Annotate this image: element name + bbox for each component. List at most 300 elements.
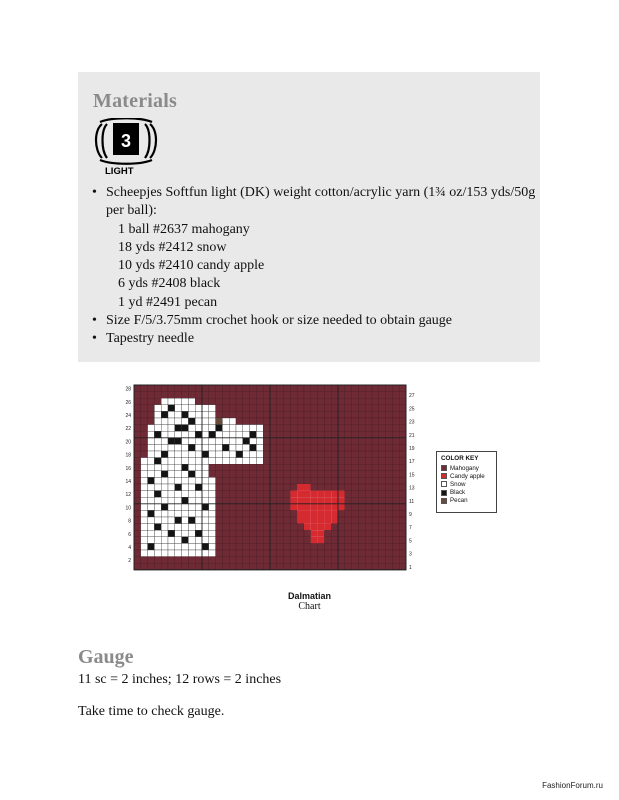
chart-cell (399, 477, 406, 484)
chart-cell (216, 418, 223, 425)
chart-cell (154, 471, 161, 478)
chart-cell (290, 504, 297, 511)
chart-cell (358, 504, 365, 511)
chart-cell (243, 530, 250, 537)
chart-cell (284, 418, 291, 425)
chart-cell (372, 425, 379, 432)
chart-cell (270, 563, 277, 570)
chart-cell (345, 398, 352, 405)
chart-cell (338, 451, 345, 458)
chart-cell (188, 543, 195, 550)
chart-cell (392, 550, 399, 557)
chart-cell (358, 464, 365, 471)
chart-cell (188, 431, 195, 438)
chart-cell (154, 537, 161, 544)
chart-cell (324, 451, 331, 458)
chart-cell (365, 458, 372, 465)
chart-cell (222, 484, 229, 491)
chart-cell (222, 425, 229, 432)
chart-cell (202, 557, 209, 564)
chart-cell (399, 497, 406, 504)
chart-cell (345, 458, 352, 465)
chart-cell (154, 444, 161, 451)
chart-cell (134, 477, 141, 484)
chart-cell (229, 418, 236, 425)
chart-cell (324, 425, 331, 432)
chart-cell (338, 458, 345, 465)
chart-cell (338, 557, 345, 564)
chart-cell (182, 517, 189, 524)
chart-cell (324, 392, 331, 399)
chart-cell (297, 484, 304, 491)
chart-cell (195, 398, 202, 405)
chart-cell (209, 431, 216, 438)
chart-cell (304, 557, 311, 564)
chart-cell (175, 517, 182, 524)
chart-cell (250, 543, 257, 550)
chart-row-label-left: 10 (125, 505, 131, 512)
chart-cell (168, 411, 175, 418)
chart-cell (379, 411, 386, 418)
chart-cell (345, 444, 352, 451)
chart-cell (338, 504, 345, 511)
chart-cell (297, 392, 304, 399)
chart-cell (352, 504, 359, 511)
chart-cell (338, 550, 345, 557)
chart-cell (134, 425, 141, 432)
chart-cell (202, 444, 209, 451)
chart-cell (216, 438, 223, 445)
chart-cell (216, 385, 223, 392)
chart-cell (202, 517, 209, 524)
chart-cell (358, 524, 365, 531)
chart-cell (352, 464, 359, 471)
chart-cell (358, 392, 365, 399)
chart-cell (365, 537, 372, 544)
chart-cell (311, 418, 318, 425)
chart-cell (277, 385, 284, 392)
chart-row-label-left: 6 (128, 531, 131, 538)
chart-cell (399, 444, 406, 451)
chart-cell (175, 438, 182, 445)
chart-cell (290, 458, 297, 465)
chart-cell (345, 497, 352, 504)
chart-cell (161, 444, 168, 451)
chart-cell (399, 438, 406, 445)
chart-cell (250, 504, 257, 511)
chart-cell (352, 517, 359, 524)
chart-cell (243, 458, 250, 465)
chart-row-label-left: 18 (125, 452, 131, 459)
chart-cell (372, 444, 379, 451)
chart-cell (304, 471, 311, 478)
chart-cell (195, 530, 202, 537)
chart-cell (148, 491, 155, 498)
chart-cell (168, 537, 175, 544)
chart-cell (154, 524, 161, 531)
chart-cell (195, 484, 202, 491)
chart-cell (379, 557, 386, 564)
chart-cell (154, 563, 161, 570)
chart-cell (263, 438, 270, 445)
chart-cell (290, 517, 297, 524)
color-key-label: Pecan (450, 497, 468, 505)
chart-cell (338, 418, 345, 425)
chart-cell (202, 477, 209, 484)
chart-cell (148, 543, 155, 550)
chart-cell (284, 484, 291, 491)
chart-cell (297, 517, 304, 524)
chart-cell (263, 431, 270, 438)
chart-cell (229, 510, 236, 517)
chart-cell (141, 411, 148, 418)
chart-cell (202, 458, 209, 465)
chart-cell (250, 510, 257, 517)
chart-cell (250, 411, 257, 418)
chart-cell (182, 557, 189, 564)
chart-cell (195, 491, 202, 498)
chart-cell (324, 438, 331, 445)
chart-cell (236, 418, 243, 425)
chart-cell (379, 477, 386, 484)
chart-cell (141, 385, 148, 392)
chart-cell (311, 530, 318, 537)
chart-cell (222, 510, 229, 517)
chart-cell (379, 484, 386, 491)
chart-cell (175, 418, 182, 425)
chart-cell (386, 458, 393, 465)
chart-cell (182, 411, 189, 418)
chart-cell (175, 491, 182, 498)
chart-cell (311, 543, 318, 550)
chart-cell (365, 550, 372, 557)
chart-cell (297, 543, 304, 550)
chart-cell (277, 425, 284, 432)
chart-cell (270, 458, 277, 465)
chart-cell (154, 491, 161, 498)
chart-cell (250, 451, 257, 458)
chart-cell (182, 451, 189, 458)
chart-cell (290, 418, 297, 425)
chart-cell (365, 504, 372, 511)
chart-cell (352, 431, 359, 438)
chart-cell (284, 458, 291, 465)
chart-cell (182, 550, 189, 557)
chart-cell (304, 524, 311, 531)
chart-cell (277, 444, 284, 451)
chart-cell (270, 471, 277, 478)
chart-cell (345, 418, 352, 425)
chart-cell (134, 484, 141, 491)
chart-cell (352, 543, 359, 550)
chart-cell (263, 464, 270, 471)
chart-cell (195, 524, 202, 531)
chart-cell (134, 392, 141, 399)
chart-cell (304, 517, 311, 524)
chart-cell (175, 484, 182, 491)
chart-cell (134, 543, 141, 550)
chart-cell (352, 537, 359, 544)
chart-cell (202, 543, 209, 550)
chart-cell (168, 504, 175, 511)
chart-cell (175, 524, 182, 531)
chart-cell (352, 497, 359, 504)
chart-row-label-right: 27 (409, 393, 415, 400)
chart-cell (175, 510, 182, 517)
chart-cell (243, 438, 250, 445)
chart-cell (250, 497, 257, 504)
chart-cell (250, 418, 257, 425)
materials-title: Materials (93, 90, 177, 112)
chart-row-label-left: 2 (128, 558, 131, 565)
chart-cell (297, 550, 304, 557)
chart-cell (256, 392, 263, 399)
chart-cell (195, 418, 202, 425)
chart-cell (358, 398, 365, 405)
chart-cell (202, 398, 209, 405)
chart-cell (284, 477, 291, 484)
chart-cell (284, 524, 291, 531)
chart-cell (195, 385, 202, 392)
chart-cell (256, 444, 263, 451)
chart-cell (229, 464, 236, 471)
chart-cell (386, 431, 393, 438)
chart-cell (358, 385, 365, 392)
chart-cell (256, 471, 263, 478)
chart-cell (161, 537, 168, 544)
chart-cell (338, 438, 345, 445)
chart-cell (311, 550, 318, 557)
chart-cell (392, 557, 399, 564)
chart-cell (284, 411, 291, 418)
chart-cell (216, 398, 223, 405)
chart-cell (290, 425, 297, 432)
chart-cell (134, 491, 141, 498)
chart-cell (311, 504, 318, 511)
chart-row-label-left: 26 (125, 399, 131, 406)
color-key-label: Mahogany (450, 464, 479, 472)
chart-cell (229, 497, 236, 504)
chart-cell (243, 392, 250, 399)
chart-cell (338, 411, 345, 418)
chart-cell (229, 491, 236, 498)
yarn-weight-number: 3 (120, 131, 132, 151)
chart-cell (311, 557, 318, 564)
chart-cell (386, 451, 393, 458)
gauge-title: Gauge (78, 646, 134, 668)
chart-cell (188, 517, 195, 524)
chart-cell (358, 418, 365, 425)
chart-cell (182, 497, 189, 504)
chart-cell (250, 405, 257, 412)
chart-cell (229, 444, 236, 451)
chart-cell (277, 392, 284, 399)
color-key-entry (437, 480, 496, 488)
chart-cell (161, 451, 168, 458)
gauge-text: 11 sc = 2 inches; 12 rows = 2 inches (78, 672, 282, 687)
chart-cell (222, 411, 229, 418)
chart-cell (290, 471, 297, 478)
chart-cell (168, 392, 175, 399)
chart-cell (229, 411, 236, 418)
chart-cell (222, 537, 229, 544)
chart-cell (161, 477, 168, 484)
chart-cell (345, 392, 352, 399)
chart-cell (331, 458, 338, 465)
chart-cell (243, 543, 250, 550)
chart-cell (256, 517, 263, 524)
chart-cell (365, 398, 372, 405)
chart-cell (141, 398, 148, 405)
chart-cell (379, 537, 386, 544)
chart-cell (229, 458, 236, 465)
chart-cell (277, 517, 284, 524)
chart-cell (365, 438, 372, 445)
chart-cell (311, 491, 318, 498)
chart-cell (188, 504, 195, 511)
chart-cell (148, 524, 155, 531)
chart-cell (148, 550, 155, 557)
chart-cell (148, 418, 155, 425)
chart-cell (399, 464, 406, 471)
chart-cell (216, 497, 223, 504)
chart-cell (161, 398, 168, 405)
chart-cell (236, 458, 243, 465)
chart-cell (154, 543, 161, 550)
chart-cell (386, 464, 393, 471)
chart-cell (270, 504, 277, 511)
chart-cell (338, 524, 345, 531)
chart-cell (331, 431, 338, 438)
chart-cell (331, 517, 338, 524)
chart-cell (352, 557, 359, 564)
chart-cell (358, 438, 365, 445)
chart-cell (365, 524, 372, 531)
chart-cell (202, 385, 209, 392)
chart-cell (284, 530, 291, 537)
chart-cell (243, 464, 250, 471)
chart-cell (331, 438, 338, 445)
chart-cell (345, 510, 352, 517)
chart-cell (216, 563, 223, 570)
chart-cell (379, 398, 386, 405)
chart-cell (392, 510, 399, 517)
chart-cell (372, 557, 379, 564)
chart-cell (202, 438, 209, 445)
chart-cell (188, 491, 195, 498)
chart-cell (270, 550, 277, 557)
chart-cell (188, 411, 195, 418)
chart-cell (148, 438, 155, 445)
chart-cell (202, 471, 209, 478)
chart-cell (392, 471, 399, 478)
chart-cell (154, 464, 161, 471)
chart-cell (195, 438, 202, 445)
chart-cell (372, 530, 379, 537)
chart-cell (222, 451, 229, 458)
chart-cell (318, 458, 325, 465)
chart-cell (216, 484, 223, 491)
chart-cell (209, 444, 216, 451)
chart-cell (141, 491, 148, 498)
chart-cell (256, 510, 263, 517)
chart-cell (161, 491, 168, 498)
chart-cell (236, 431, 243, 438)
chart-cell (365, 464, 372, 471)
chart-cell (182, 530, 189, 537)
chart-cell (175, 458, 182, 465)
chart-cell (161, 405, 168, 412)
chart-cell (270, 524, 277, 531)
chart-cell (195, 405, 202, 412)
chart-cell (290, 444, 297, 451)
chart-cell (372, 477, 379, 484)
chart-cell (182, 524, 189, 531)
chart-cell (270, 392, 277, 399)
chart-cell (270, 517, 277, 524)
chart-cell (290, 530, 297, 537)
chart-cell (392, 405, 399, 412)
chart-cell (358, 431, 365, 438)
chart-cell (134, 385, 141, 392)
chart-cell (358, 405, 365, 412)
chart-cell (222, 405, 229, 412)
chart-cell (290, 451, 297, 458)
chart-cell (338, 491, 345, 498)
chart-cell (148, 458, 155, 465)
chart-cell (182, 425, 189, 432)
chart-cell (243, 504, 250, 511)
chart-cell (345, 550, 352, 557)
chart-cell (216, 537, 223, 544)
chart-cell (358, 530, 365, 537)
chart-cell (243, 418, 250, 425)
chart-cell (284, 464, 291, 471)
chart-cell (277, 543, 284, 550)
chart-cell (331, 491, 338, 498)
chart-row-label-right: 15 (409, 472, 415, 479)
chart-cell (222, 563, 229, 570)
chart-cell (154, 398, 161, 405)
chart-cell (222, 438, 229, 445)
materials-subitem: 10 yds #2410 candy apple (118, 258, 265, 274)
chart-cell (243, 471, 250, 478)
chart-cell (148, 563, 155, 570)
chart-cell (311, 477, 318, 484)
chart-cell (392, 425, 399, 432)
chart-cell (134, 431, 141, 438)
chart-cell (188, 444, 195, 451)
chart-cell (392, 464, 399, 471)
chart-cell (141, 537, 148, 544)
chart-cell (263, 392, 270, 399)
gauge-note: Take time to check gauge. (78, 704, 225, 719)
chart-cell (284, 510, 291, 517)
chart-cell (386, 385, 393, 392)
chart-cell (304, 405, 311, 412)
chart-cell (365, 491, 372, 498)
chart-cell (263, 451, 270, 458)
chart-cell (168, 543, 175, 550)
chart-cell (399, 510, 406, 517)
chart-cell (345, 491, 352, 498)
chart-cell (216, 425, 223, 432)
chart-cell (365, 510, 372, 517)
chart-cell (256, 425, 263, 432)
chart-cell (182, 438, 189, 445)
chart-cell (236, 504, 243, 511)
chart-cell (148, 471, 155, 478)
